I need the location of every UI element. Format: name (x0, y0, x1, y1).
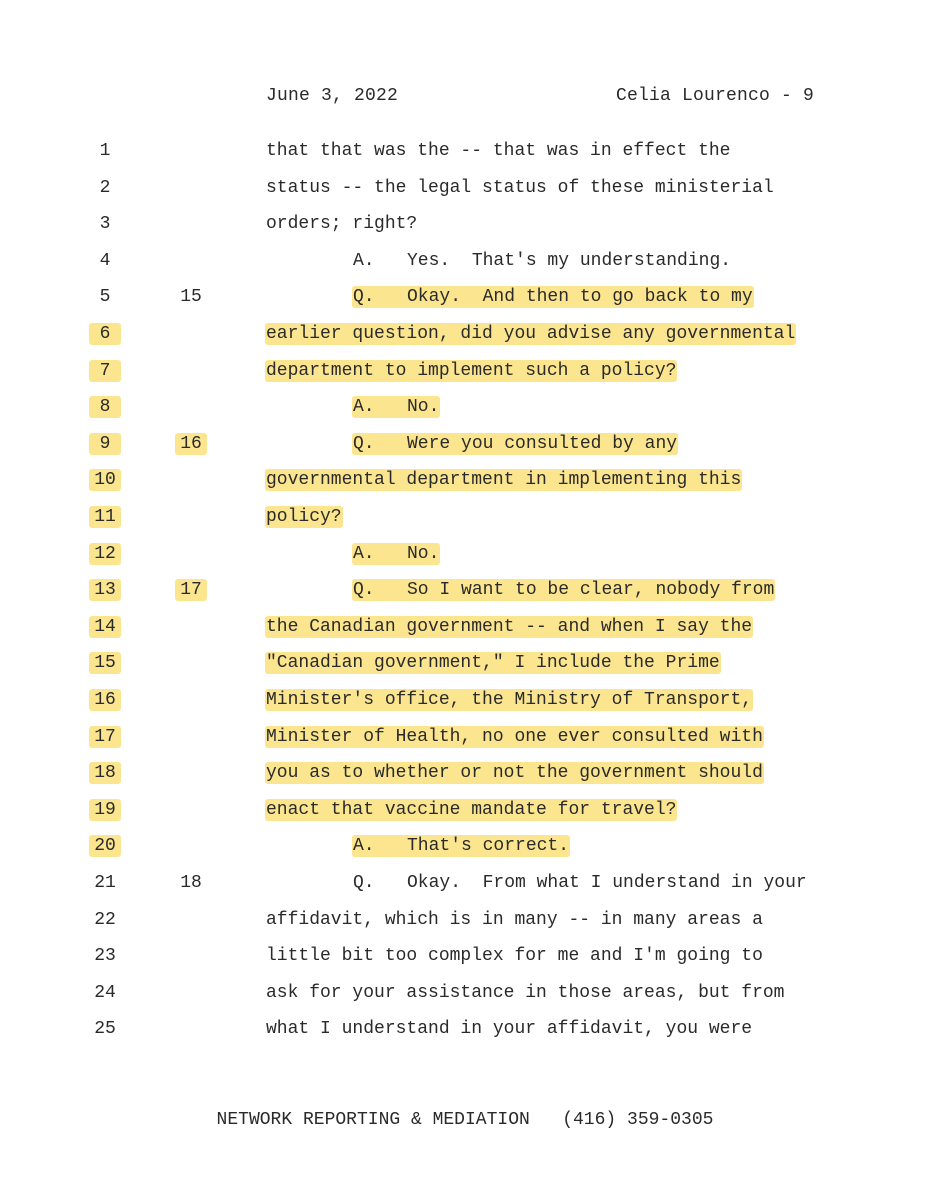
transcript-line (0, 324, 930, 350)
transcript-line (0, 727, 930, 753)
line-number: 16 (90, 690, 120, 710)
transcript-line (0, 214, 930, 240)
transcript-line (0, 580, 930, 606)
transcript-line (0, 141, 930, 167)
transcript-line (0, 910, 930, 936)
line-number: 23 (94, 946, 116, 967)
line-text: Minister's office, the Ministry of Transport, (266, 690, 753, 710)
line-number: 15 (90, 653, 120, 673)
question-number: 16 (176, 434, 206, 454)
line-number: 22 (94, 909, 116, 930)
transcript-line (0, 873, 930, 899)
line-number: 20 (90, 836, 120, 856)
line-text: Q. Okay. From what I understand in your (353, 873, 807, 893)
line-text: policy? (266, 507, 342, 527)
line-number: 10 (90, 470, 120, 490)
transcript-line (0, 800, 930, 826)
transcript-line (0, 653, 930, 679)
line-number: 2 (99, 177, 111, 198)
question-number: 17 (176, 580, 206, 600)
line-text: A. No. (353, 397, 440, 418)
transcript-line (0, 1019, 930, 1045)
transcript-line (0, 361, 930, 387)
line-number: 3 (99, 214, 111, 235)
line-text: department to implement such a policy? (266, 360, 677, 381)
line-number: 24 (94, 982, 116, 1003)
transcript-line (0, 763, 930, 789)
line-number: 5 (99, 287, 111, 308)
transcript-line (0, 690, 930, 716)
header-witness-page: Celia Lourenco - 9 (615, 86, 814, 106)
line-text: A. Yes. That's my understanding. (353, 250, 732, 271)
transcript-line (0, 434, 930, 460)
transcript-line (0, 287, 930, 313)
line-number: 7 (90, 361, 120, 381)
line-number: 25 (94, 1019, 116, 1040)
line-text: you as to whether or not the government should (266, 763, 763, 784)
line-text: Q. So I want to be clear, nobody from (353, 580, 775, 601)
line-number: 14 (90, 617, 120, 637)
footer-reporter: NETWORK REPORTING & MEDIATION (416) 359-0305 (216, 1110, 714, 1130)
transcript-line (0, 397, 930, 423)
line-text: earlier question, did you advise any governmental (266, 324, 796, 344)
line-text: the Canadian government -- and when I say the (266, 616, 753, 637)
header-date: June 3, 2022 (266, 86, 399, 106)
line-text: Q. Were you consulted by any (353, 433, 678, 454)
line-text: A. No. (353, 543, 440, 564)
line-text: little bit too complex for me and I'm going to (266, 946, 763, 967)
line-text: "Canadian government," I include the Prime (266, 653, 720, 674)
transcript-line (0, 507, 930, 533)
transcript-line (0, 946, 930, 972)
line-text: governmental department in implementing this (266, 470, 742, 491)
line-number: 17 (90, 727, 120, 747)
line-text: A. That's correct. (353, 836, 570, 857)
line-number: 12 (90, 544, 120, 564)
transcript-line (0, 178, 930, 204)
line-number: 9 (90, 434, 120, 454)
transcript-line (0, 251, 930, 277)
transcript-line (0, 544, 930, 570)
transcript-line (0, 983, 930, 1009)
line-number: 6 (90, 324, 120, 344)
line-number: 1 (99, 141, 111, 161)
transcript-line (0, 617, 930, 643)
line-text: Q. Okay. And then to go back to my (353, 287, 753, 308)
line-number: 8 (90, 397, 120, 417)
line-number: 18 (90, 763, 120, 783)
line-number: 13 (90, 580, 120, 600)
line-number: 11 (90, 507, 120, 527)
line-number: 21 (94, 873, 116, 893)
line-text: orders; right? (266, 214, 418, 235)
line-text: what I understand in your affidavit, you were (266, 1019, 753, 1040)
line-text: ask for your assistance in those areas, but from (266, 982, 785, 1003)
transcript-line (0, 470, 930, 496)
question-number: 18 (180, 873, 202, 893)
line-text: that that was the -- that was in effect the (266, 141, 731, 161)
transcript-line (0, 836, 930, 862)
line-text: status -- the legal status of these ministerial (266, 177, 774, 198)
line-text: enact that vaccine mandate for travel? (266, 799, 677, 820)
question-number: 15 (180, 287, 202, 308)
line-text: affidavit, which is in many -- in many areas a (266, 909, 763, 930)
line-number: 4 (99, 250, 111, 271)
line-text: Minister of Health, no one ever consulted with (266, 726, 763, 747)
line-number: 19 (90, 800, 120, 820)
